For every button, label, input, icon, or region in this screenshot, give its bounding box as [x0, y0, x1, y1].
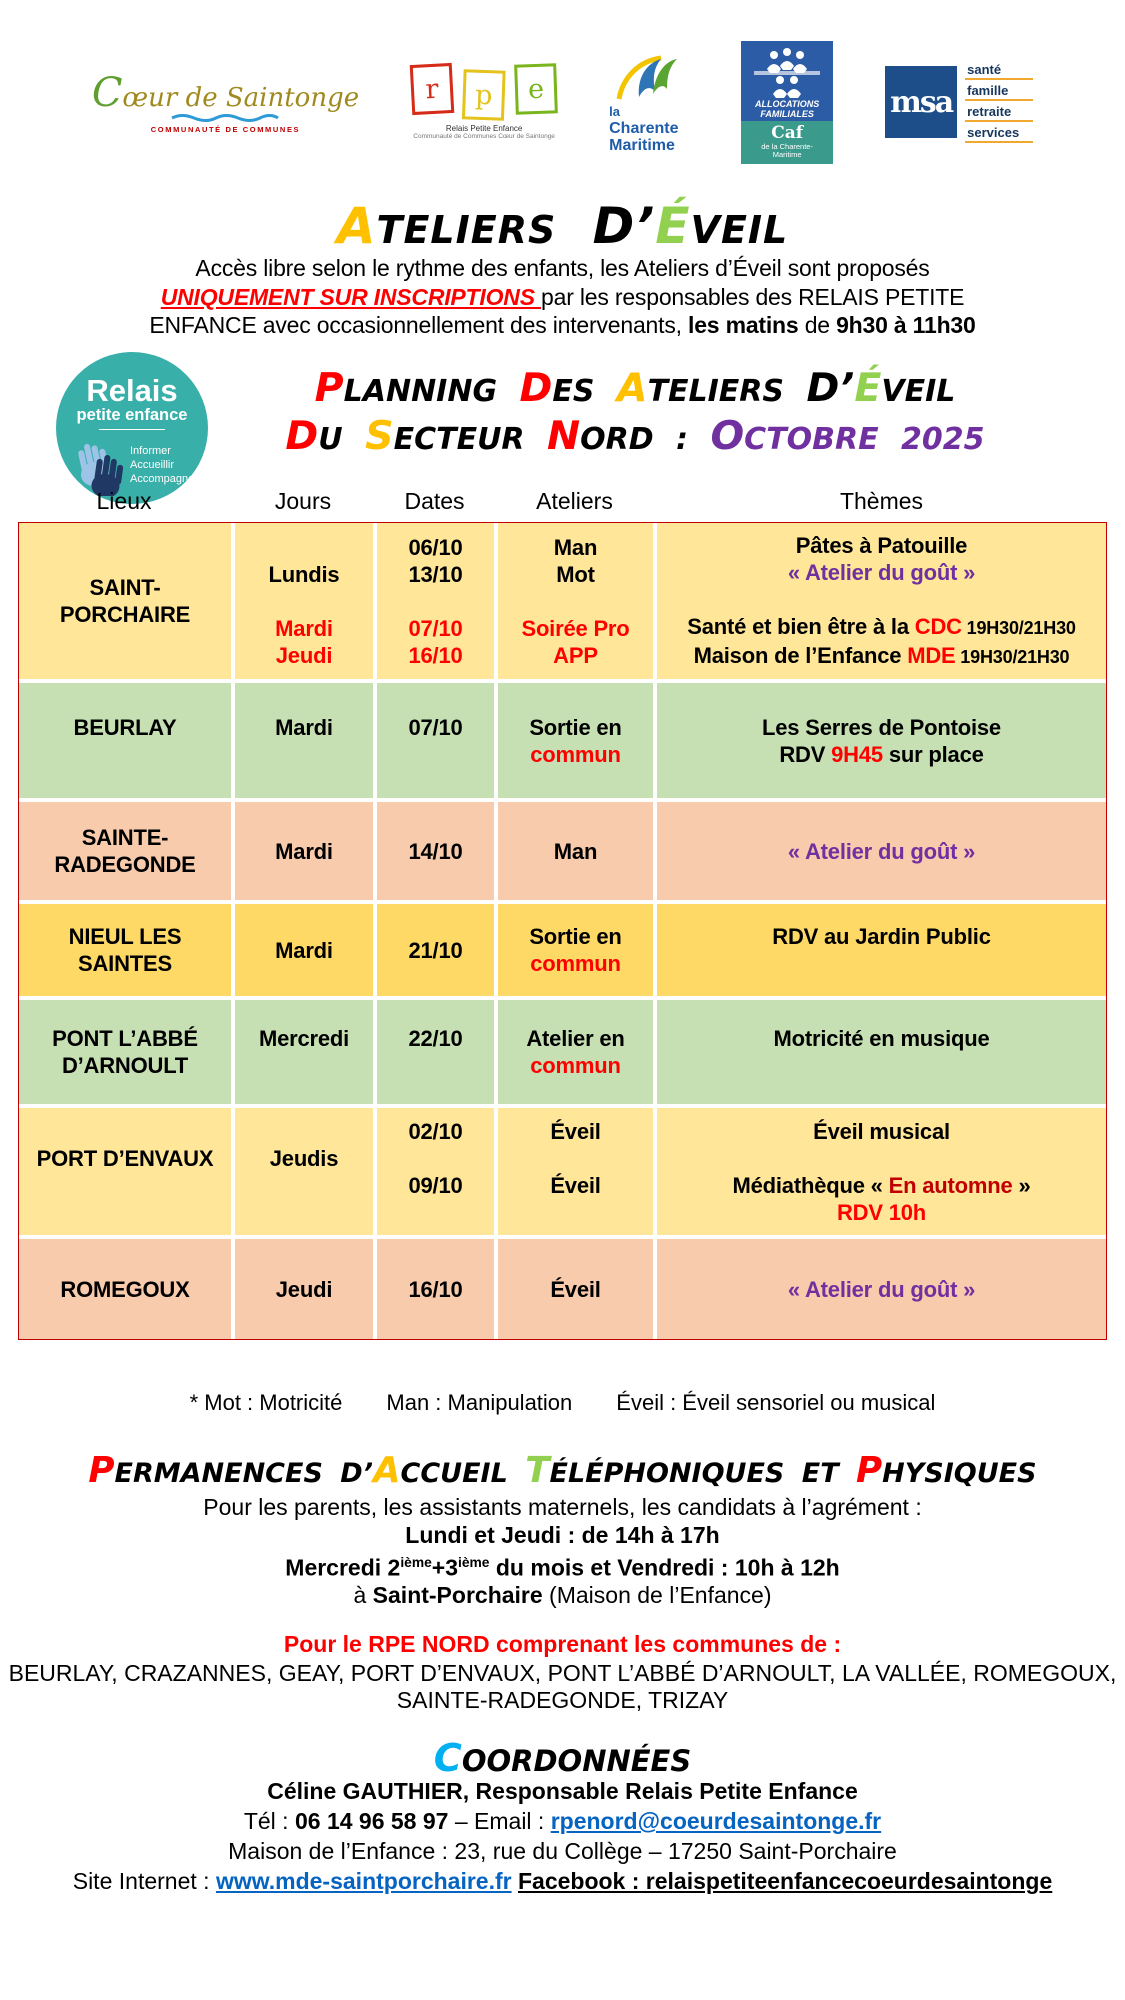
- rpe-nord-title: Pour le RPE NORD comprenant les communes de :: [283, 1631, 842, 1657]
- table-line: Mardi: [275, 937, 333, 963]
- table-cell: [377, 523, 494, 679]
- legend-item: Éveil : Éveil sensoriel ou musical: [616, 1390, 936, 1415]
- coeur-subtitle: COMMUNAUTÉ DE COMMUNES: [150, 125, 301, 134]
- table-line: Soirée Pro: [521, 615, 630, 641]
- coordonnees-title: COORDONNÉES: [433, 1736, 692, 1781]
- table-line: RDV au Jardin Public: [772, 924, 991, 949]
- coordonnees-text: [0, 1776, 1125, 1896]
- table-line: Mardi: [275, 838, 333, 864]
- logo-caf: [741, 41, 833, 164]
- caf-top: [748, 41, 826, 121]
- table-line: [433, 1199, 439, 1226]
- planning-title-line-1: PLANNING DES ATELIERS D’ÉVEIL: [314, 365, 956, 411]
- caf-allocations-label: ALLOCATIONS: [754, 98, 820, 109]
- table-cell: [498, 523, 653, 679]
- table-line: Médiathèque « En automne »: [732, 1172, 1031, 1198]
- table-line: RDV 10h: [836, 1199, 927, 1225]
- table-line: Éveil: [550, 1172, 601, 1198]
- table-line: Éveil: [550, 1118, 601, 1144]
- intro-line-1: Accès libre selon le rythme des enfants, les Ateliers d’Éveil sont proposés: [195, 255, 930, 281]
- table-line: Motricité en musique: [773, 1026, 990, 1051]
- table-cell: [498, 802, 653, 900]
- charente-maritime-wordmark: la Charente Maritime: [609, 103, 679, 154]
- table-cell: [498, 904, 653, 996]
- table-cell: [498, 1239, 653, 1339]
- permanences-text: [0, 1494, 1125, 1610]
- table-line: ROMEGOUX: [60, 1276, 190, 1302]
- wave-icon: [170, 112, 280, 122]
- table-cell: [377, 1108, 494, 1235]
- table-cell: [377, 904, 494, 996]
- table-cell: [657, 802, 1106, 900]
- table-cell: [377, 1000, 494, 1104]
- table-cell: [498, 1108, 653, 1235]
- caf-familiales-label: FAMILIALES: [760, 108, 814, 119]
- table-line: [879, 1145, 885, 1172]
- table-line: 16/10: [408, 642, 463, 668]
- column-header-themes: Thèmes: [839, 488, 924, 514]
- header-logos: [0, 36, 1125, 168]
- divider: [99, 429, 165, 430]
- table-cell: [19, 683, 231, 798]
- table-line: PORT D’ENVAUX: [36, 1145, 214, 1171]
- table-line: RDV 9H45 sur place: [779, 741, 984, 767]
- rpe-letter-p: p: [462, 69, 506, 120]
- relais-petite-enfance-badge: [56, 352, 208, 504]
- table-cell: [235, 683, 373, 798]
- table-line: Les Serres de Pontoise: [762, 714, 1001, 740]
- table-line: PONT L’ABBÉ: [52, 1026, 198, 1051]
- charente-maritime-birds-icon: [609, 51, 689, 103]
- rpe-letter-boxes: [411, 64, 557, 114]
- table-line: [879, 586, 885, 613]
- table-line: Mercredi: [258, 1026, 350, 1051]
- permanences-line-3: Mercredi 2ième+3ième du mois et Vendredi : 10h à 12h: [285, 1554, 840, 1581]
- table-line: [879, 950, 885, 977]
- contact-web-facebook: Site Internet : www.mde-saintporchaire.fr Facebook : relaispetiteenfancecoeurdesaintonge: [72, 1868, 1053, 1894]
- table-row: [19, 1239, 1106, 1339]
- table-cell: [19, 1000, 231, 1104]
- permanences-title: PERMANENCES D’ACCUEIL TÉLÉPHONIQUES ET PHYSIQUES: [88, 1450, 1037, 1491]
- table-line: [122, 1172, 128, 1199]
- table-cell: [235, 1239, 373, 1339]
- table-line: 21/10: [408, 937, 463, 963]
- table-cell: [657, 683, 1106, 798]
- msa-wordmark: msa: [890, 84, 953, 120]
- table-line: [433, 1052, 439, 1079]
- contact-name: Céline GAUTHIER, Responsable Relais Petite Enfance: [267, 1778, 858, 1804]
- table-cell: [657, 1239, 1106, 1339]
- table-line: Mardi: [275, 714, 333, 740]
- communes-list: BEURLAY, CRAZANNES, GEAY, PORT D’ENVAUX, PONT L’ABBÉ D’ARNOULT, LA VALLÉE, ROMEGOUX, SAINTE-RADEGONDE, TRIZAY: [8, 1660, 1117, 1713]
- msa-box: [885, 66, 957, 138]
- table-line: commun: [530, 741, 621, 767]
- logo-coeur-de-saintonge: [92, 70, 359, 134]
- table-cell: [657, 1108, 1106, 1235]
- page-title: ATELIERS D’ÉVEIL: [336, 196, 789, 255]
- caf-band: Caf de la Charente- Maritime: [741, 121, 833, 164]
- table-line: APP: [553, 642, 598, 668]
- table-cell: [657, 904, 1106, 996]
- table-line: [301, 534, 307, 561]
- website-link[interactable]: www.mde-saintporchaire.fr: [215, 1868, 512, 1894]
- rpe-subtitle-1: Relais Petite Enfance: [445, 124, 523, 133]
- table-line: Lundis: [268, 561, 340, 587]
- table-line: 06/10: [408, 534, 463, 560]
- table-line: [301, 1172, 307, 1199]
- table-line: Éveil: [550, 1276, 601, 1302]
- table-row: [19, 523, 1106, 679]
- table-line: [301, 588, 307, 615]
- email-link[interactable]: rpenord@coeurdesaintonge.fr: [550, 1808, 882, 1834]
- table-cell: [19, 1239, 231, 1339]
- relais-subtitle: petite enfance: [76, 406, 188, 424]
- table-line: SAINTES: [78, 951, 172, 976]
- abbreviation-legend: [0, 1390, 1125, 1416]
- table-line: RADEGONDE: [54, 852, 196, 877]
- table-line: [879, 1052, 885, 1079]
- table-line: [301, 741, 307, 768]
- table-line: commun: [530, 951, 621, 976]
- table-line: Jeudi: [275, 642, 333, 668]
- table-cell: [235, 1000, 373, 1104]
- column-header-dates: Dates: [404, 488, 465, 514]
- permanences-line-1: Pour les parents, les assistants maternels, les candidats à l’agrément :: [203, 1494, 922, 1520]
- table-line: [301, 1118, 307, 1145]
- table-line: Atelier en: [526, 1026, 625, 1051]
- logo-charente-maritime: [609, 51, 689, 154]
- table-line: [433, 1145, 439, 1172]
- coeur-initial: C: [91, 70, 123, 116]
- table-row: [19, 802, 1106, 900]
- table-line: Éveil musical: [813, 1118, 950, 1144]
- column-header-lieux: Lieux: [96, 488, 152, 514]
- coeur-rest: œur de Saintonge: [122, 83, 360, 113]
- table-line: [122, 1118, 128, 1145]
- table-header-row: [18, 488, 1107, 515]
- table-row: [19, 904, 1106, 996]
- intro-line-2: UNIQUEMENT SUR INSCRIPTIONS par les responsables des RELAIS PETITE: [160, 283, 965, 310]
- table-line: 07/10: [408, 615, 463, 641]
- table-line: « Atelier du goût »: [787, 838, 976, 864]
- column-header-jours: Jours: [274, 488, 332, 514]
- rpe-subtitle-2: Communauté de Communes Cœur de Saintonge: [413, 133, 555, 140]
- column-header-ateliers: Ateliers: [536, 488, 613, 514]
- table-row: [19, 683, 1106, 798]
- permanences-line-4: à Saint-Porchaire (Maison de l’Enfance): [353, 1582, 772, 1609]
- table-line: 09/10: [408, 1172, 463, 1198]
- table-line: Santé et bien être à la CDC 19H30/21H30: [687, 613, 1076, 639]
- legend-item: Man : Manipulation: [386, 1390, 573, 1415]
- coeur-de-saintonge-wordmark: [92, 70, 359, 116]
- table-line: SAINT-: [89, 575, 161, 600]
- planning-title: [225, 366, 1045, 462]
- table-line: 22/10: [408, 1026, 463, 1051]
- relais-title: Relais: [86, 373, 178, 408]
- table-line: PORCHAIRE: [59, 602, 191, 627]
- logo-rpe: [411, 64, 557, 140]
- table-line: [573, 1199, 579, 1226]
- table-line: [433, 588, 439, 615]
- table-line: [122, 741, 128, 768]
- planning-title-line-2: DU SECTEUR NORD : OCTOBRE 2025: [285, 413, 985, 459]
- table-line: Mardi: [275, 615, 333, 641]
- caf-families-icon: [752, 47, 822, 99]
- table-line: [301, 1199, 307, 1226]
- table-line: commun: [530, 1053, 621, 1078]
- table-line: Maison de l’Enfance MDE 19H30/21H30: [693, 642, 1070, 668]
- legend-item: * Mot : Motricité: [189, 1390, 343, 1415]
- table-line: 14/10: [408, 838, 463, 864]
- table-line: [301, 1052, 307, 1079]
- table-line: Sortie en: [529, 714, 622, 740]
- permanences-line-2: Lundi et Jeudi : de 14h à 17h: [405, 1521, 720, 1548]
- table-line: D’ARNOULT: [61, 1053, 189, 1078]
- table-cell: [235, 523, 373, 679]
- table-line: « Atelier du goût »: [787, 559, 976, 585]
- table-line: Jeudi: [275, 1276, 333, 1302]
- rpe-letter-e: e: [514, 63, 558, 114]
- table-line: [433, 741, 439, 768]
- table-line: Mot: [556, 561, 595, 587]
- table-line: 07/10: [408, 714, 463, 740]
- table-cell: [377, 1239, 494, 1339]
- table-line: « Atelier du goût »: [787, 1276, 976, 1302]
- contact-address: Maison de l’Enfance : 23, rue du Collège – 17250 Saint-Porchaire: [228, 1838, 897, 1864]
- planning-table: [18, 522, 1107, 1340]
- table-line: Sortie en: [529, 924, 622, 949]
- logo-msa: [885, 62, 1033, 143]
- table-line: SAINTE-: [81, 825, 169, 850]
- table-cell: [377, 802, 494, 900]
- table-line: 02/10: [408, 1118, 463, 1144]
- table-cell: [19, 523, 231, 679]
- table-line: Man: [553, 838, 598, 864]
- table-cell: [657, 523, 1106, 679]
- intro-line-3: ENFANCE avec occasionnellement des intervenants, les matins de 9h30 à 11h30: [149, 312, 976, 338]
- table-line: 16/10: [408, 1276, 463, 1302]
- table-line: [573, 1145, 579, 1172]
- table-cell: [19, 1108, 231, 1235]
- table-line: 13/10: [408, 561, 463, 587]
- msa-services: santé famille retraite services: [965, 62, 1033, 143]
- table-cell: [235, 802, 373, 900]
- table-cell: [657, 1000, 1106, 1104]
- table-line: Pâtes à Patouille: [795, 532, 968, 558]
- table-line: [573, 588, 579, 615]
- table-line: BEURLAY: [73, 714, 177, 740]
- table-line: Jeudis: [269, 1145, 339, 1171]
- table-line: NIEUL LES: [68, 924, 182, 949]
- table-cell: [19, 904, 231, 996]
- table-cell: [235, 904, 373, 996]
- caf-name: Caf: [771, 122, 804, 143]
- table-cell: [377, 683, 494, 798]
- table-cell: [235, 1108, 373, 1235]
- relais-taglines: Informer Accueillir Accompagner: [130, 445, 198, 485]
- table-row: [19, 1000, 1106, 1104]
- table-line: Man: [553, 534, 598, 560]
- table-cell: [498, 683, 653, 798]
- table-row: [19, 1108, 1106, 1235]
- intro-text: [0, 254, 1125, 340]
- table-cell: [498, 1000, 653, 1104]
- table-cell: [19, 802, 231, 900]
- rpe-letter-r: r: [410, 63, 455, 115]
- table-line: [122, 1199, 128, 1226]
- contact-phone-email: Tél : 06 14 96 58 97 – Email : rpenord@coeurdesaintonge.fr: [243, 1808, 882, 1834]
